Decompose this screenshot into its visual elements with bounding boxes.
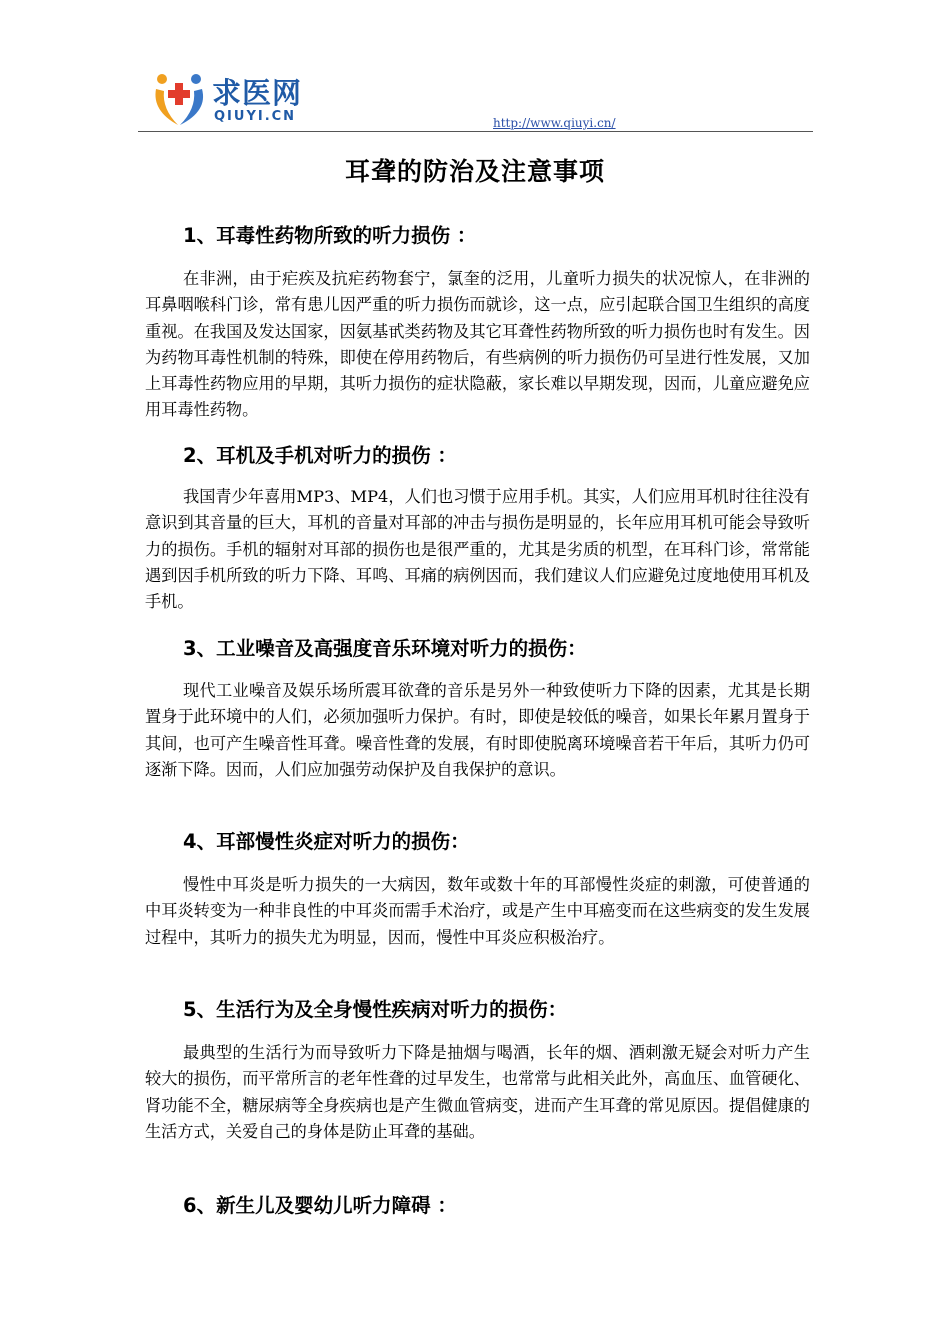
section-3-heading: 3、工业噪音及高强度音乐环境对听力的损伤： bbox=[183, 637, 587, 660]
section-6-heading: 6、新生儿及婴幼儿听力障碍 ： bbox=[183, 1194, 457, 1217]
section-1-heading: 1、耳毒性药物所致的听力损伤 ： bbox=[183, 224, 477, 247]
document-title: 耳聋的防治及注意事项 bbox=[344, 157, 605, 186]
qiuyi-logo bbox=[150, 69, 325, 129]
section-2-body: 我国青少年喜用MP3、MP4，人们也习惯于应用手机。其实，人们应用耳机时往往没有意识到其音量的巨大，耳机的音量对耳部的冲击与损伤是明显的，长年应用耳机可能会导致听力的损伤。手机的辐射对耳部的损伤也是很严重的，尤其是劣质的机型，在耳科门诊，常常能遇到因手机所致的听力下降、耳鸣、耳痛的病例因而，我们建议人们应避免过度地使用耳机及手机。 bbox=[145, 487, 810, 612]
section-1-body: 在非洲，由于疟疾及抗疟药物套宁，氯奎的泛用，儿童听力损失的状况惊人，在非洲的耳鼻咽喉科门诊，常有患儿因严重的听力损伤而就诊，这一点，应引起联合国卫生组织的高度重视。在我国及发达国家，因氨基甙类药物及其它耳聋性药物所致的听力损伤也时有发生。因为药物耳毒性机制的特殊，即使在停用药物后，有些病例的听力损伤仍可呈进行性发展，又加上耳毒性药物应用的早期，其听力损伤的症状隐蔽，家长难以早期发现，因而，儿童应避免应用耳毒性药物。 bbox=[145, 269, 810, 420]
header-divider bbox=[138, 131, 813, 132]
page-header bbox=[138, 64, 813, 134]
logo-chinese-text: 求医网 bbox=[212, 76, 303, 110]
site-url-link[interactable]: http://www.qiuyi.cn/ bbox=[493, 116, 616, 130]
section-4-body: 慢性中耳炎是听力损失的一大病因，数年或数十年的耳部慢性炎症的刺激，可使普通的中耳炎转变为一种非良性的中耳炎而需手术治疗，或是产生中耳癌变而在这些病变的发生发展过程中，其听力的损失尤为明显，因而，慢性中耳炎应积极治疗。 bbox=[145, 875, 810, 947]
section-5-body: 最典型的生活行为而导致听力下降是抽烟与喝酒，长年的烟、酒刺激无疑会对听力产生较大的损伤，而平常所言的老年性聋的过早发生，也常常与此相关此外，高血压、血管硬化、肾功能不全，糖尿病等全身疾病也是产生微血管病变，进而产生耳聋的常见原因。提倡健康的生活方式，关爱自己的身体是防止耳聋的基础。 bbox=[145, 1043, 810, 1141]
section-4-heading: 4、耳部慢性炎症对听力的损伤： bbox=[183, 830, 470, 853]
logo-english-text: QIUYI.CN bbox=[214, 109, 297, 124]
section-3-body: 现代工业噪音及娱乐场所震耳欲聋的音乐是另外一种致使听力下降的因素，尤其是长期置身于此环境中的人们，必须加强听力保护。有时，即使是较低的噪音，如果长年累月置身于其间，也可产生噪音性耳聋。噪音性聋的发展，有时即使脱离环境噪音若干年后，其听力仍可逐渐下降。因而，人们应加强劳动保护及自我保护的意识。 bbox=[145, 681, 810, 779]
section-2-heading: 2、耳机及手机对听力的损伤 ： bbox=[183, 444, 457, 467]
section-5-heading: 5、生活行为及全身慢性疾病对听力的损伤： bbox=[183, 998, 568, 1021]
logo-emblem-icon bbox=[150, 69, 210, 129]
